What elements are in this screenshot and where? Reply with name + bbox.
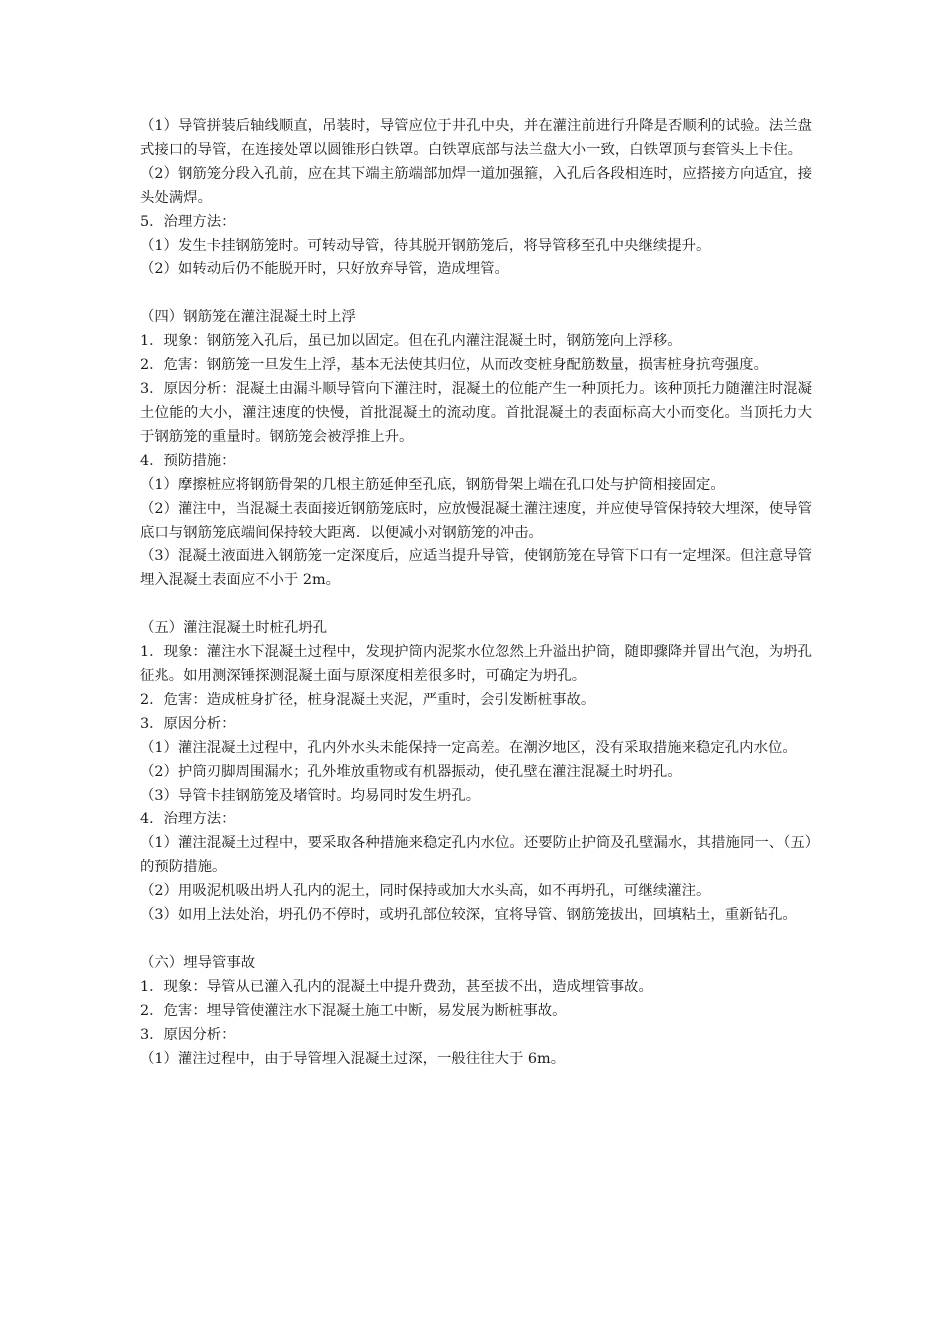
paragraph: 1．现象：灌注水下混凝土过程中，发现护筒内泥浆水位忽然上升溢出护筒，随即骤降并冒出气泡，为坍孔征兆。如用测深锤探测混凝土面与原深度相差很多时，可确定为坍孔。: [140, 644, 812, 685]
paragraph: 2．危害：埋导管使灌注水下混凝土施工中断，易发展为断桩事故。: [140, 1002, 567, 1019]
section-heading: （四）钢筋笼在灌注混凝土时上浮: [140, 309, 356, 326]
paragraph: （3）如用上法处治，坍孔仍不停时，或坍孔部位较深，宜将导管、钢筋笼拔出，回填粘土，重新钻孔。: [140, 907, 797, 924]
paragraph: （3）导管卡挂钢筋笼及堵管时。均易同时发生坍孔。: [140, 787, 481, 804]
paragraph: （2）用吸泥机吸出坍人孔内的泥土，同时保持或加大水头高，如不再坍孔，可继续灌注。: [140, 883, 711, 900]
paragraph: （1）灌注混凝土过程中，孔内外水头未能保持一定高差。在潮汐地区，没有采取措施来稳定孔内水位。: [140, 739, 797, 756]
paragraph: （1）发生卡挂钢筋笼时。可转动导管，待其脱开钢筋笼后，将导管移至孔中央继续提升。: [140, 237, 711, 254]
section-5: [140, 617, 812, 928]
paragraph: 2．危害：钢筋笼一旦发生上浮，基本无法使其归位，从而改变桩身配筋数量，损害桩身抗弯强度。: [140, 357, 768, 374]
paragraph: 3．原因分析：: [140, 1026, 236, 1043]
paragraph: （1）灌注过程中，由于导管埋入混凝土过深，一般往往大于 6m。: [140, 1050, 566, 1067]
paragraph: （2）灌注中，当混凝土表面接近钢筋笼底时，应放慢混凝土灌注速度，并应使导管保持较大埋深，使导管底口与钢筋笼底端间保持较大距离．以便减小对钢筋笼的冲击。: [140, 500, 812, 541]
section-spacer: [140, 593, 812, 617]
section-heading: （五）灌注混凝土时桩孔坍孔: [140, 620, 328, 637]
paragraph: 2．危害：造成桩身扩径，桩身混凝土夹泥，严重时，会引发断桩事故。: [140, 691, 596, 708]
paragraph: （2）护筒刃脚周围漏水；孔外堆放重物或有机器振动，使孔壁在灌注混凝土时坍孔。: [140, 763, 682, 780]
paragraph: 5．治理方法：: [140, 213, 236, 230]
paragraph: 4．治理方法：: [140, 811, 236, 828]
section-continuation: [140, 115, 812, 282]
paragraph: 3．原因分析：: [140, 715, 236, 732]
paragraph: （1）摩擦桩应将钢筋骨架的几根主筋延伸至孔底，钢筋骨架上端在孔口处与护筒相接固定。: [140, 476, 725, 493]
section-6: [140, 952, 812, 1072]
paragraph: 1．现象：导管从已灌入孔内的混凝土中提升费劲，甚至拔不出，造成埋管事故。: [140, 978, 653, 995]
paragraph: （1）导管拼装后轴线顺直，吊装时，导管应位于井孔中央，并在灌注前进行升降是否顺利的试验。法兰盘式接口的导管，在连接处罩以圆锥形白铁罩。白铁罩底部与法兰盘大小一致，白铁罩顶与套管头上卡住。: [140, 118, 812, 158]
paragraph: 3．原因分析：混凝土由漏斗顺导管向下灌注时，混凝土的位能产生一种顶托力。该种顶托力随灌注时混凝土位能的大小，灌注速度的快慢，首批混凝土的流动度。首批混凝土的表面标高大小而变化。当顶托力大于钢筋笼的重量时。钢筋笼会被浮推上升。: [140, 381, 812, 445]
section-spacer: [140, 282, 812, 306]
section-heading: （六）埋导管事故: [140, 955, 256, 971]
paragraph: 4．预防措施：: [140, 452, 236, 469]
paragraph: （2）如转动后仍不能脱开时，只好放弃导管，造成埋管。: [140, 261, 509, 278]
document-page: [140, 115, 812, 1072]
section-4: [140, 306, 812, 593]
paragraph: （3）混凝土液面进入钢筋笼一定深度后，应适当提升导管，使钢筋笼在导管下口有一定埋深。但注意导管埋入混凝土表面应不小于 2m。: [140, 548, 812, 589]
section-spacer: [140, 928, 812, 952]
paragraph: （2）钢筋笼分段入孔前，应在其下端主筋端部加焊一道加强箍，入孔后各段相连时，应搭接方向适宜，接头处满焊。: [140, 165, 812, 206]
paragraph: 1．现象：钢筋笼入孔后，虽已加以固定。但在孔内灌注混凝土时，钢筋笼向上浮移。: [140, 333, 682, 350]
paragraph: （1）灌注混凝土过程中，要采取各种措施来稳定孔内水位。还要防止护筒及孔壁漏水，其措施同一、（五）的预防措施。: [140, 835, 812, 876]
